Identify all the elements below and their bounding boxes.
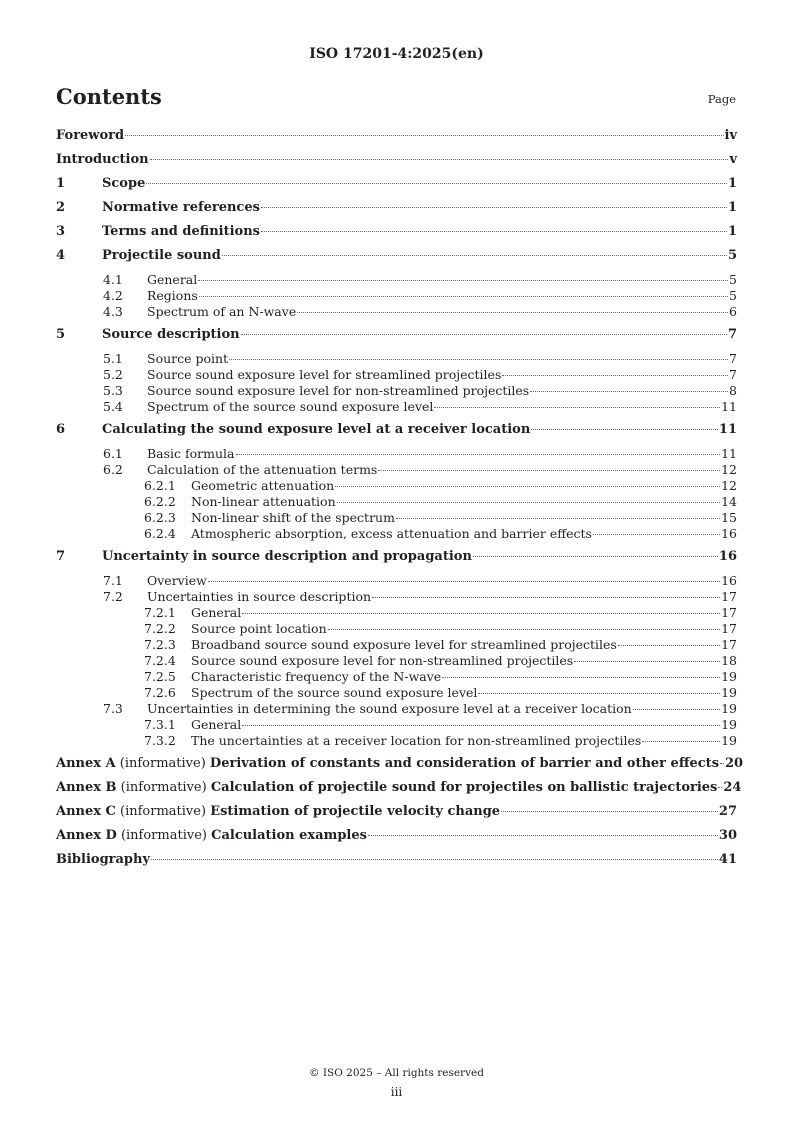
toc-entry[interactable] [56,653,737,669]
toc-page-number: 19 [721,685,737,700]
dot-leader [372,597,720,598]
dot-leader [146,183,727,184]
dot-leader [618,645,720,646]
toc-number: 5 [56,327,66,342]
toc-page-number: v [729,152,737,167]
toc-entry[interactable] [56,669,737,685]
toc-page-number: 30 [718,828,737,843]
toc-entry[interactable] [56,804,737,828]
toc-annex-title [56,780,717,795]
toc-entry[interactable] [56,717,737,733]
toc-entry[interactable] [56,304,737,320]
toc-page-number: 5 [727,248,737,263]
toc-title: Spectrum of the source sound exposure level [191,685,478,700]
toc-title: Introduction [56,152,149,167]
dot-leader [530,391,728,392]
toc-number: 7.2.5 [144,669,176,684]
toc-page-number: 27 [718,804,737,819]
dot-leader [198,280,728,281]
toc-page-number: 12 [721,462,737,477]
toc-annex-title [56,804,500,819]
toc-page-number: 5 [729,288,737,303]
toc-number: 6 [56,422,66,437]
toc-entry[interactable] [56,494,737,510]
toc-entry[interactable] [56,399,737,415]
toc-number: 5.3 [103,383,123,398]
toc-entry[interactable] [56,573,737,589]
toc-title: Calculating the sound exposure level at a receiver location [102,422,531,437]
toc-entry[interactable] [56,733,737,749]
toc-entry[interactable] [56,272,737,288]
toc-title: Atmospheric absorption, excess attenuation and barrier effects [191,526,592,541]
toc-entry[interactable] [56,128,737,152]
dot-leader [229,359,728,360]
toc-title: General [191,717,242,732]
dot-leader [396,518,720,519]
toc-title: Non-linear shift of the spectrum [191,510,395,525]
toc-entry[interactable] [56,637,737,653]
toc-title: Spectrum of the source sound exposure level [147,399,434,414]
toc-number: 7.2 [103,589,123,604]
toc-page-number: 19 [721,669,737,684]
toc-page-number: 41 [718,852,737,867]
toc-title: Basic formula [147,446,235,461]
dot-leader [222,255,727,256]
toc-entry[interactable] [56,176,737,200]
toc-entry[interactable] [56,462,737,478]
toc-title: Projectile sound [102,248,221,263]
toc-page-number: 1 [727,176,737,191]
document-header: ISO 17201-4:2025(en) [309,46,484,62]
toc-number: 7.2.2 [144,621,176,636]
dot-leader [242,613,720,614]
toc-page-number: 16 [718,549,737,564]
dot-leader [501,811,718,812]
annex-informative-label: (informative) [115,804,211,819]
toc-title: Source sound exposure level for non-streamlined projectiles [147,383,530,398]
dot-leader [297,312,728,313]
annex-informative-label: (informative) [116,780,211,795]
toc-entry[interactable] [56,288,737,304]
dot-leader [718,787,722,788]
toc-page-number: 5 [729,272,737,287]
toc-title: Uncertainties in source description [147,589,372,604]
table-of-contents [56,128,744,876]
toc-number: 6.2 [103,462,123,477]
page-column-label: Page [707,92,736,106]
toc-title: Geometric attenuation [191,478,335,493]
annex-title-text: Derivation of constants and consideration of barrier and other effects [209,756,720,771]
dot-leader [261,207,727,208]
dot-leader [328,629,720,630]
toc-number: 4 [56,248,66,263]
toc-number: 7.1 [103,573,123,588]
dot-leader [150,159,729,160]
toc-title: Characteristic frequency of the N-wave [191,669,442,684]
toc-page-number: 14 [721,494,737,509]
toc-number: 4.1 [103,272,123,287]
dot-leader [199,296,728,297]
toc-entry[interactable] [56,685,737,701]
toc-page-number: 11 [718,422,737,437]
toc-entry[interactable] [56,526,737,542]
toc-entry[interactable] [56,446,737,462]
toc-page-number: 11 [721,446,737,461]
annex-label: Annex C [56,804,116,819]
toc-number: 7.2.1 [144,605,176,620]
toc-title: Source description [102,327,240,342]
toc-entry[interactable] [56,605,737,621]
dot-leader [642,741,720,742]
dot-leader [478,693,720,694]
annex-title-text: Estimation of projectile velocity change [210,804,501,819]
toc-number: 5.1 [103,351,123,366]
annex-title-text: Calculation of projectile sound for projectiles on ballistic trajectories [210,780,718,795]
annex-label: Annex D [56,828,117,843]
toc-number: 7.3.1 [144,717,176,732]
toc-entry[interactable] [56,780,742,804]
copyright-footer: © ISO 2025 – All rights reserved [309,1067,484,1079]
toc-number: 7.2.4 [144,653,176,668]
toc-page-number: 17 [721,621,737,636]
dot-leader [236,454,721,455]
contents-title: Contents [56,84,162,109]
toc-title: Terms and definitions [102,224,260,239]
toc-title: Non-linear attenuation [191,494,336,509]
toc-title: Broadband source sound exposure level for streamlined projectiles [191,637,617,652]
toc-page-number: 17 [721,637,737,652]
toc-number: 6.2.4 [144,526,176,541]
toc-title: Source sound exposure level for non-streamlined projectiles [191,653,574,668]
toc-entry[interactable] [56,248,737,272]
toc-entry[interactable] [56,383,737,399]
toc-title: Uncertainty in source description and propagation [102,549,472,564]
annex-title-text: Calculation examples [211,828,367,843]
toc-entry[interactable] [56,367,737,383]
toc-page-number: 7 [727,327,737,342]
dot-leader [442,677,720,678]
toc-title: Bibliography [56,852,151,867]
toc-annex-title [56,756,719,771]
toc-page-number: 7 [729,367,737,382]
toc-number: 1 [56,176,66,191]
toc-entry[interactable] [56,478,737,494]
toc-title: Regions [147,288,198,303]
dot-leader [125,135,723,136]
toc-page-number: 19 [721,733,737,748]
toc-entry[interactable] [56,200,737,224]
toc-entry[interactable] [56,756,744,780]
dot-leader [241,334,727,335]
dot-leader [378,470,720,471]
toc-number: 4.3 [103,304,123,319]
toc-page-number: 17 [721,605,737,620]
toc-entry[interactable] [56,224,737,248]
toc-title: Source sound exposure level for streamlined projectiles [147,367,502,382]
toc-page-number: 18 [721,653,737,668]
toc-number: 7.3.2 [144,733,176,748]
annex-label: Annex B [56,780,117,795]
toc-annex-title [56,828,367,843]
toc-title: General [147,272,198,287]
toc-title: Source point [147,351,229,366]
dot-leader [593,534,720,535]
dot-leader [502,375,728,376]
toc-entry[interactable] [56,422,737,446]
dot-leader [337,502,720,503]
toc-page-number: 15 [721,510,737,525]
dot-leader [242,725,720,726]
toc-title: Overview [147,573,207,588]
toc-number: 7 [56,549,66,564]
toc-entry[interactable] [56,852,737,876]
dot-leader [531,429,718,430]
toc-entry[interactable] [56,549,737,573]
toc-number: 6.1 [103,446,123,461]
dot-leader [368,835,718,836]
toc-page-number: 19 [721,717,737,732]
toc-number: 7.2.6 [144,685,176,700]
dot-leader [335,486,720,487]
annex-informative-label: (informative) [115,756,210,771]
toc-number: 6.2.1 [144,478,176,493]
dot-leader [574,661,720,662]
toc-entry[interactable] [56,152,737,176]
toc-page-number: 1 [727,200,737,215]
toc-page-number: 24 [723,780,742,795]
toc-title: Source point location [191,621,327,636]
toc-page-number: 20 [725,756,744,771]
toc-number: 5.4 [103,399,123,414]
toc-number: 2 [56,200,66,215]
toc-page-number: 6 [729,304,737,319]
toc-page-number: 7 [729,351,737,366]
toc-title: The uncertainties at a receiver location for non-streamlined projectiles [191,733,642,748]
toc-title: Normative references [102,200,260,215]
dot-leader [261,231,727,232]
toc-number: 6.2.2 [144,494,176,509]
toc-number: 7.2.3 [144,637,176,652]
annex-informative-label: (informative) [116,828,212,843]
dot-leader [633,709,720,710]
toc-title: Foreword [56,128,125,143]
dot-leader [720,763,724,764]
toc-page-number: 12 [721,478,737,493]
toc-title: Calculation of the attenuation terms [147,462,378,477]
toc-entry[interactable] [56,351,737,367]
toc-entry[interactable] [56,510,737,526]
toc-title: Uncertainties in determining the sound exposure level at a receiver location [147,701,632,716]
toc-entry[interactable] [56,701,737,717]
toc-page-number: iv [724,128,737,143]
toc-page-number: 19 [721,701,737,716]
toc-number: 7.3 [103,701,123,716]
toc-entry[interactable] [56,828,737,852]
toc-page-number: 11 [721,399,737,414]
toc-page-number: 17 [721,589,737,604]
toc-number: 5.2 [103,367,123,382]
toc-title: Scope [102,176,146,191]
toc-number: 3 [56,224,66,239]
toc-entry[interactable] [56,327,737,351]
toc-title: General [191,605,242,620]
dot-leader [151,859,718,860]
toc-entry[interactable] [56,589,737,605]
toc-page-number: 8 [729,383,737,398]
toc-page-number: 16 [721,526,737,541]
toc-entry[interactable] [56,621,737,637]
dot-leader [208,581,720,582]
toc-number: 4.2 [103,288,123,303]
toc-number: 6.2.3 [144,510,176,525]
dot-leader [434,407,720,408]
annex-label: Annex A [56,756,116,771]
dot-leader [473,556,718,557]
toc-title: Spectrum of an N-wave [147,304,297,319]
page-number: iii [390,1085,403,1099]
toc-page-number: 1 [727,224,737,239]
toc-page-number: 16 [721,573,737,588]
